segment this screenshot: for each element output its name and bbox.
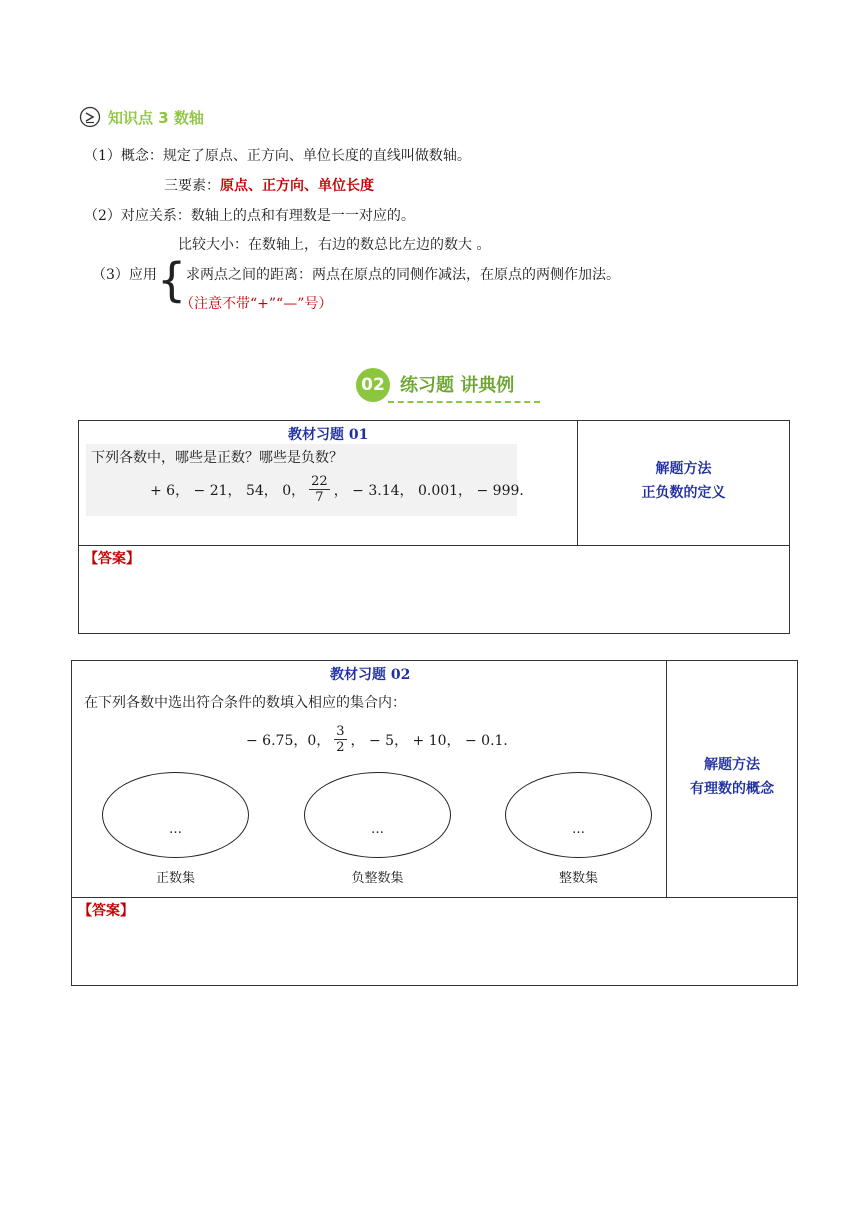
note-line: （注意不带“+”“—”号） (180, 296, 333, 312)
q2-method-label: 解题方法 (704, 757, 760, 773)
section-badge: 02 (356, 368, 390, 402)
positive-set-ellipse[interactable] (102, 772, 249, 858)
three-elements-values: 原点、正方向、单位长度 (220, 178, 374, 194)
concept-line: （1）概念：规定了原点、正方向、单位长度的直线叫做数轴。 (84, 148, 471, 164)
q2-title: 教材习题 02 (330, 667, 411, 683)
section-title: 练习题 讲典例 (400, 375, 515, 396)
arrow-circle-icon (79, 106, 101, 128)
left-brace: { (157, 253, 187, 307)
negative-integer-set-ellipsis: … (371, 821, 384, 837)
knowledge-point-heading: 知识点 3 数轴 (108, 109, 204, 127)
q1-fraction (309, 474, 330, 505)
three-elements-line (164, 175, 374, 195)
correspondence-line: （2）对应关系：数轴上的点和有理数是一一对应的。 (84, 208, 415, 224)
q1-method-topic: 正负数的定义 (641, 485, 726, 501)
q1-numbers (150, 474, 533, 505)
integer-set-label: 整数集 (558, 871, 598, 886)
integer-set-ellipse[interactable] (505, 772, 652, 858)
q1-side-panel (578, 457, 789, 505)
q2-numbers-after: ， − 5， + 10， − 0.1． (350, 732, 518, 749)
q2-prompt: 在下列各数中选出符合条件的数填入相应的集合内： (84, 695, 406, 711)
q2-fraction (334, 724, 346, 755)
q1-numbers-after: ， − 3.14， 0.001， − 999． (333, 482, 534, 499)
q1-fraction-denominator: 7 (315, 490, 324, 505)
section-underline (388, 401, 540, 403)
q2-numbers (246, 724, 517, 755)
q2-answer-label: 【答案】 (78, 903, 134, 919)
negative-integer-set-label: 负整数集 (351, 871, 404, 886)
q1-title: 教材习题 01 (288, 427, 369, 443)
q2-fraction-numerator: 3 (336, 724, 345, 739)
negative-integer-set-ellipse[interactable] (304, 772, 451, 858)
distance-line: 求两点之间的距离：两点在原点的同侧作减法，在原点的两侧作加法。 (186, 267, 620, 283)
q2-method-topic: 有理数的概念 (690, 781, 774, 797)
positive-set-label: 正数集 (155, 871, 195, 886)
q1-numbers-before: + 6， − 21， 54， 0， (150, 482, 306, 499)
q2-numbers-before: − 6.75，0， (246, 732, 331, 749)
q1-answer-label: 【答案】 (84, 551, 140, 567)
q1-method-label: 解题方法 (655, 461, 712, 477)
integer-set-ellipsis: … (572, 821, 585, 837)
positive-set-ellipsis: … (169, 821, 182, 837)
application-label: （3）应用 (92, 267, 157, 283)
q2-divider-horizontal (71, 897, 798, 898)
q2-fraction-denominator: 2 (336, 740, 345, 755)
q1-fraction-numerator: 22 (311, 474, 328, 489)
q1-divider-horizontal (78, 545, 790, 546)
compare-size-line: 比较大小：在数轴上，右边的数总比左边的数大 。 (178, 237, 491, 253)
q1-prompt: 下列各数中，哪些是正数？哪些是负数？ (91, 450, 343, 466)
q2-side-panel (667, 753, 797, 801)
three-elements-label: 三要素： (164, 178, 220, 194)
